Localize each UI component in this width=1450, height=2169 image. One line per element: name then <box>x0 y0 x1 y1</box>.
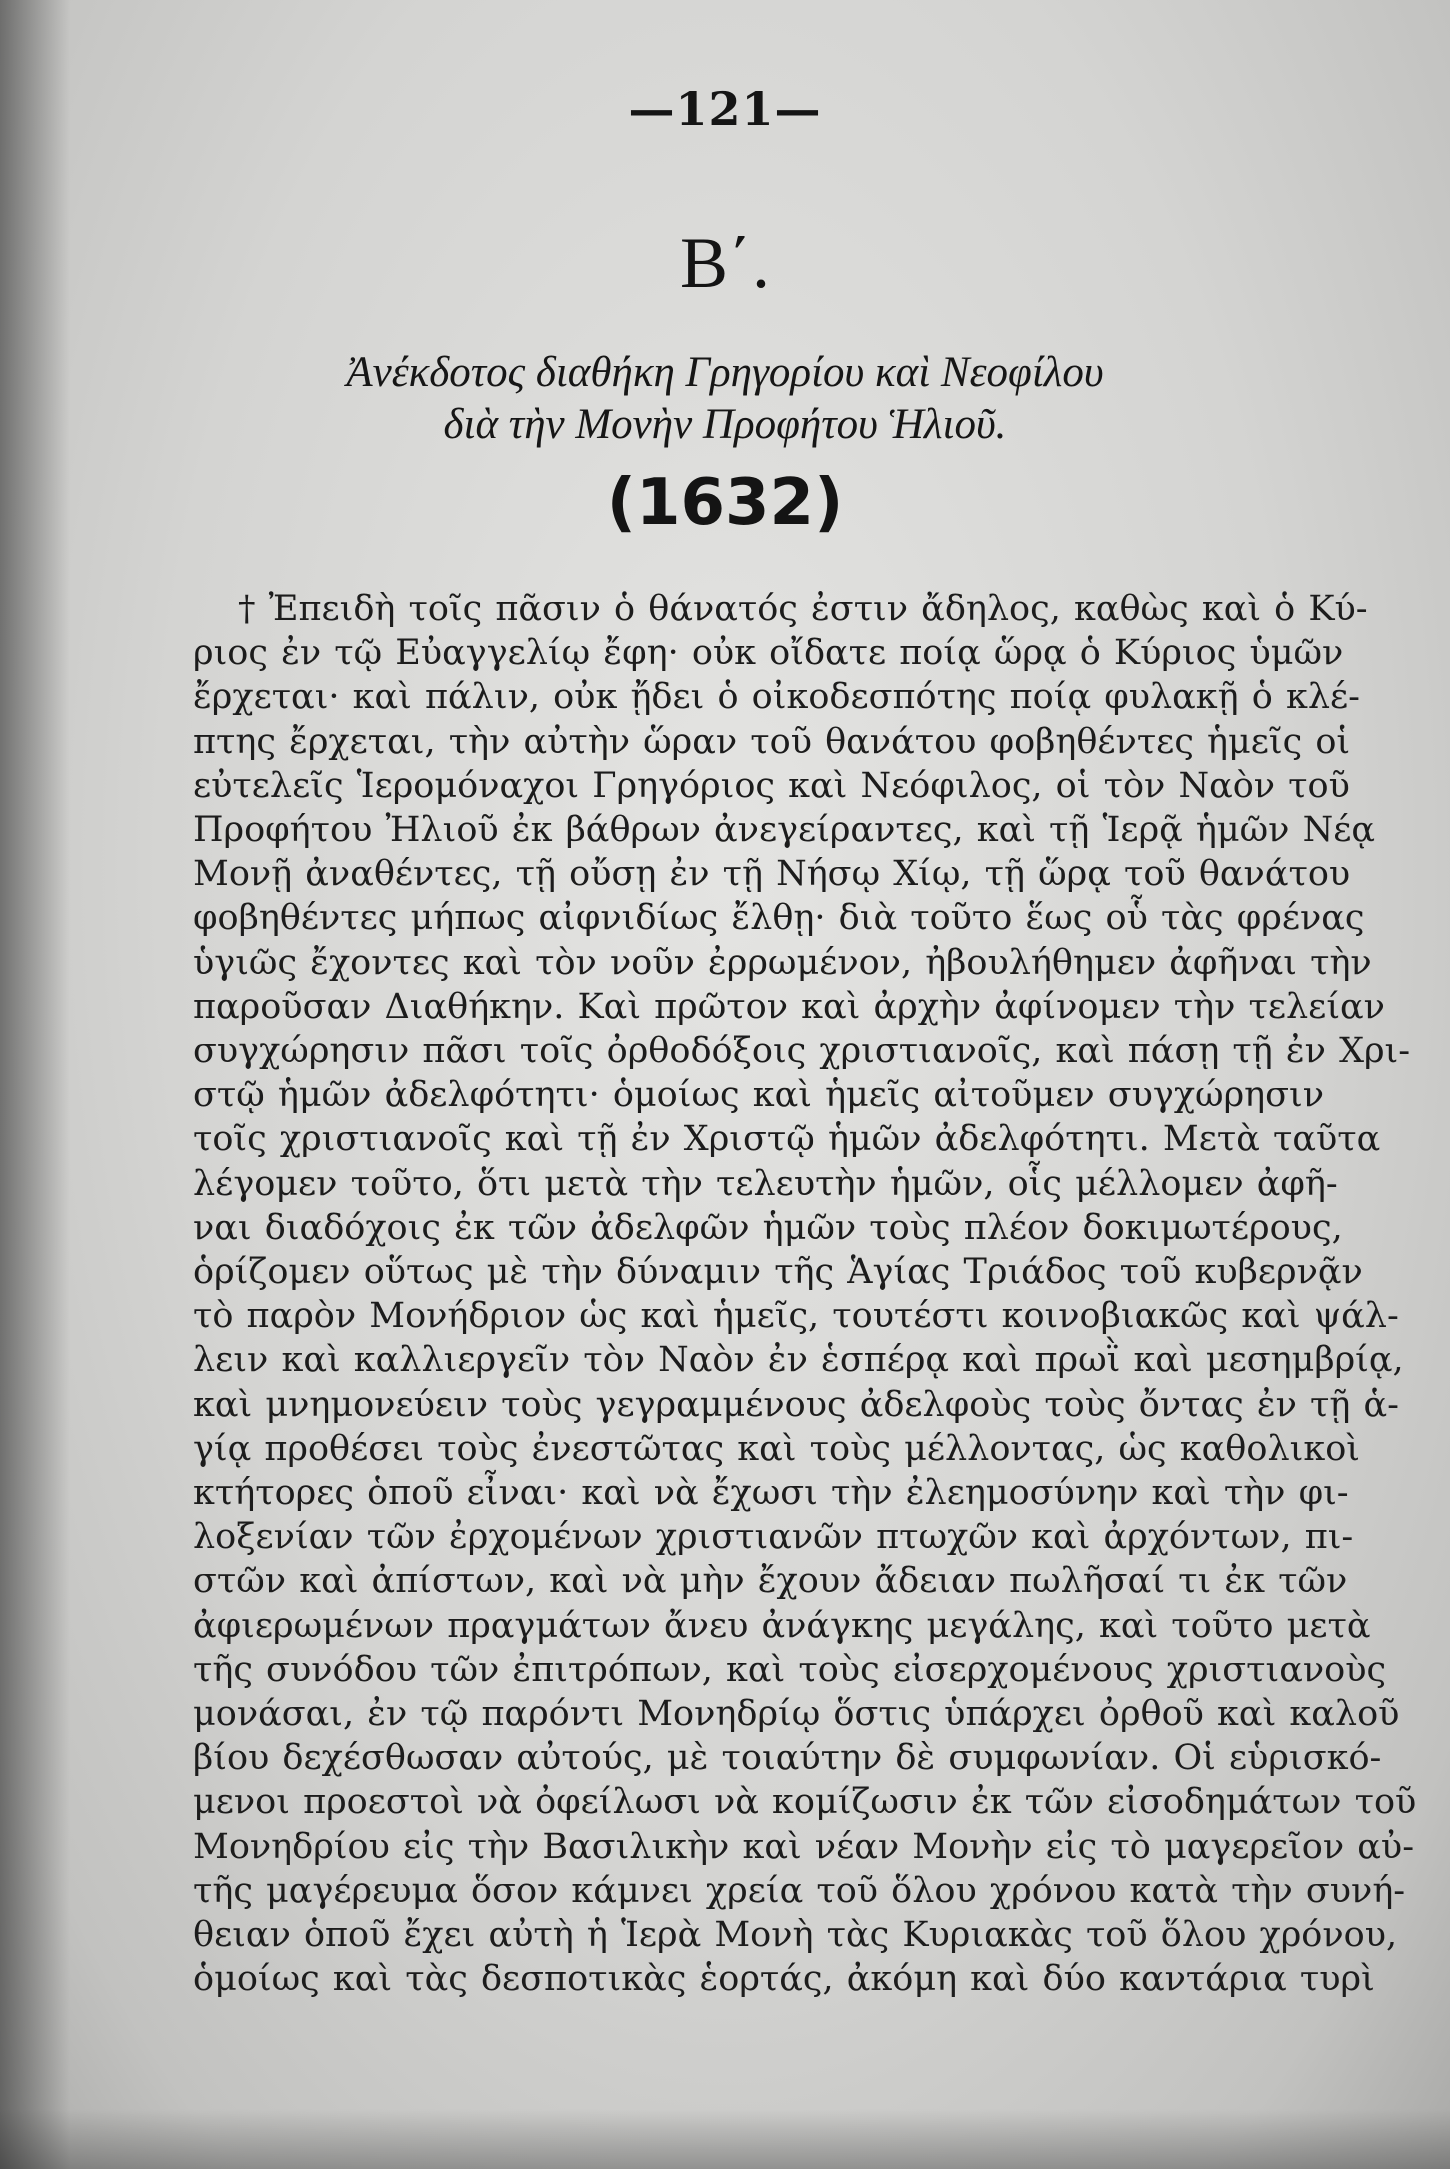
body-line: τὸ παρὸν Μονήδριον ὡς καὶ ἡμεῖς, τουτέστι κοινοβιακῶς καὶ ψάλ- <box>193 1296 1399 1337</box>
body-line: συγχώρησιν πᾶσι τοῖς ὀρθοδόξοις χριστιανοῖς, καὶ πάσῃ τῇ ἐν Χρι- <box>193 1031 1411 1072</box>
section-mark: Β΄. <box>680 223 770 303</box>
body-line: λειν καὶ καλλιεργεῖν τὸν Ναὸν ἐν ἑσπέρᾳ καὶ πρωῒ καὶ μεσημβρίᾳ, <box>193 1340 1404 1381</box>
scan-edge-shadow <box>0 0 70 2169</box>
body-line: λέγομεν τοῦτο, ὅτι μετὰ τὴν τελευτὴν ἡμῶν, οἷς μέλλομεν ἀφῆ- <box>193 1163 1338 1204</box>
body-line: καὶ μνημονεύειν τοὺς γεγραμμένους ἀδελφοὺς τοὺς ὄντας ἐν τῇ ἁ- <box>193 1384 1399 1425</box>
body-line: ἀφιερωμένων πραγμάτων ἄνευ ἀνάγκης μεγάλης, καὶ τοῦτο μετὰ <box>193 1605 1371 1646</box>
body-line: μενοι προεστοὶ νὰ ὀφείλωσι νὰ κομίζωσιν ἐκ τῶν εἰσοδημάτων τοῦ <box>193 1782 1417 1823</box>
body-line: πτης ἔρχεται, τὴν αὐτὴν ὥραν τοῦ θανάτου φοβηθέντες ἡμεῖς οἱ <box>193 721 1351 762</box>
body-line: εὐτελεῖς Ἱερομόναχοι Γρηγόριος καὶ Νεόφιλος, οἱ τὸν Ναὸν τοῦ <box>193 765 1350 806</box>
body-line: λοξενίαν τῶν ἐρχομένων χριστιανῶν πτωχῶν καὶ ἀρχόντων, πι- <box>193 1517 1354 1558</box>
body-line: κτήτορες ὁποῦ εἶναι· καὶ νὰ ἔχωσι τὴν ἐλεημοσύνην καὶ τὴν φι- <box>193 1473 1349 1514</box>
body-line: ὑγιῶς ἔχοντες καὶ τὸν νοῦν ἐρρωμένον, ἠβουλήθημεν ἀφῆναι τὴν <box>193 942 1372 983</box>
body-line: βίου δεχέσθωσαν αὐτούς, μὲ τοιαύτην δὲ συμφωνίαν. Οἱ εὑρισκό- <box>193 1738 1382 1779</box>
document-title-line-1: Ἀνέκδοτος διαθήκη Γρηγορίου καὶ Νεοφίλου <box>346 349 1104 396</box>
body-line: στῷ ἡμῶν ἀδελφότητι· ὁμοίως καὶ ἡμεῖς αἰτοῦμεν συγχώρησιν <box>193 1075 1325 1116</box>
body-line: μονάσαι, ἐν τῷ παρόντι Μονηδρίῳ ὅστις ὑπάρχει ὀρθοῦ καὶ καλοῦ <box>193 1694 1400 1735</box>
body-line: στῶν καὶ ἀπίστων, καὶ νὰ μὴν ἔχουν ἄδειαν πωλῆσαί τι ἐκ τῶν <box>193 1561 1348 1602</box>
body-line: τοῖς χριστιανοῖς καὶ τῇ ἐν Χριστῷ ἡμῶν ἀδελφότητι. Μετὰ ταῦτα <box>193 1119 1381 1160</box>
body-text <box>193 587 1417 2002</box>
body-line: † Ἐπειδὴ τοῖς πᾶσιν ὁ θάνατός ἐστιν ἄδηλος, καθὼς καὶ ὁ Κύ- <box>238 589 1368 629</box>
body-line: ὁμοίως καὶ τὰς δεσποτικὰς ἑορτάς, ἀκόμη καὶ δύο καντάρια τυρὶ <box>193 1959 1375 2000</box>
body-line: Προφήτου Ἠλιοῦ ἐκ βάθρων ἀνεγείραντες, καὶ τῇ Ἱερᾷ ἡμῶν Νέᾳ <box>193 810 1375 851</box>
body-line: Μονηδρίου εἰς τὴν Βασιλικὴν καὶ νέαν Μονὴν εἰς τὸ μαγερεῖον αὐ- <box>193 1826 1415 1867</box>
body-line: ὁρίζομεν οὕτως μὲ τὴν δύναμιν τῆς Ἁγίας Τριάδος τοῦ κυβερνᾷν <box>193 1252 1363 1293</box>
body-line: Μονῇ ἀναθέντες, τῇ οὔσῃ ἐν τῇ Νήσῳ Χίῳ, τῇ ὥρᾳ τοῦ θανάτου <box>193 854 1351 895</box>
body-line: θειαν ὁποῦ ἔχει αὐτὴ ἡ Ἱερὰ Μονὴ τὰς Κυριακὰς τοῦ ὅλου χρόνου, <box>193 1915 1398 1956</box>
document-title-line-2: διὰ τὴν Μονὴν Προφήτου Ἡλιοῦ. <box>443 401 1007 448</box>
scan-bottom-shadow <box>0 2109 1450 2169</box>
body-line: τῆς συνόδου τῶν ἐπιτρόπων, καὶ τοὺς εἰσερχομένους χριστιανοὺς <box>193 1649 1387 1690</box>
body-line: φοβηθέντες μήπως αἰφνιδίως ἔλθῃ· διὰ τοῦτο ἕως οὗ τὰς φρένας <box>193 898 1365 939</box>
body-line: παροῦσαν Διαθήκην. Καὶ πρῶτον καὶ ἀρχὴν ἀφίνομεν τὴν τελείαν <box>193 986 1385 1027</box>
document-year: (1632) <box>606 466 844 540</box>
body-line: ριος ἐν τῷ Εὐαγγελίῳ ἔφη· οὐκ οἴδατε ποίᾳ ὥρᾳ ὁ Κύριος ὑμῶν <box>193 633 1344 674</box>
body-line: γίᾳ προθέσει τοὺς ἐνεστῶτας καὶ τοὺς μέλλοντας, ὡς καθολικοὶ <box>193 1428 1361 1469</box>
body-line: τῆς μαγέρευμα ὅσον κάμνει χρεία τοῦ ὅλου χρόνου κατὰ τὴν συνή- <box>193 1870 1406 1911</box>
page-number: —121— <box>628 82 822 136</box>
body-line: ἔρχεται· καὶ πάλιν, οὐκ ᾔδει ὁ οἰκοδεσπότης ποίᾳ φυλακῇ ὁ κλέ- <box>193 677 1360 718</box>
body-line: ναι διαδόχοις ἐκ τῶν ἀδελφῶν ἡμῶν τοὺς πλέον δοκιμωτέρους, <box>193 1207 1343 1248</box>
